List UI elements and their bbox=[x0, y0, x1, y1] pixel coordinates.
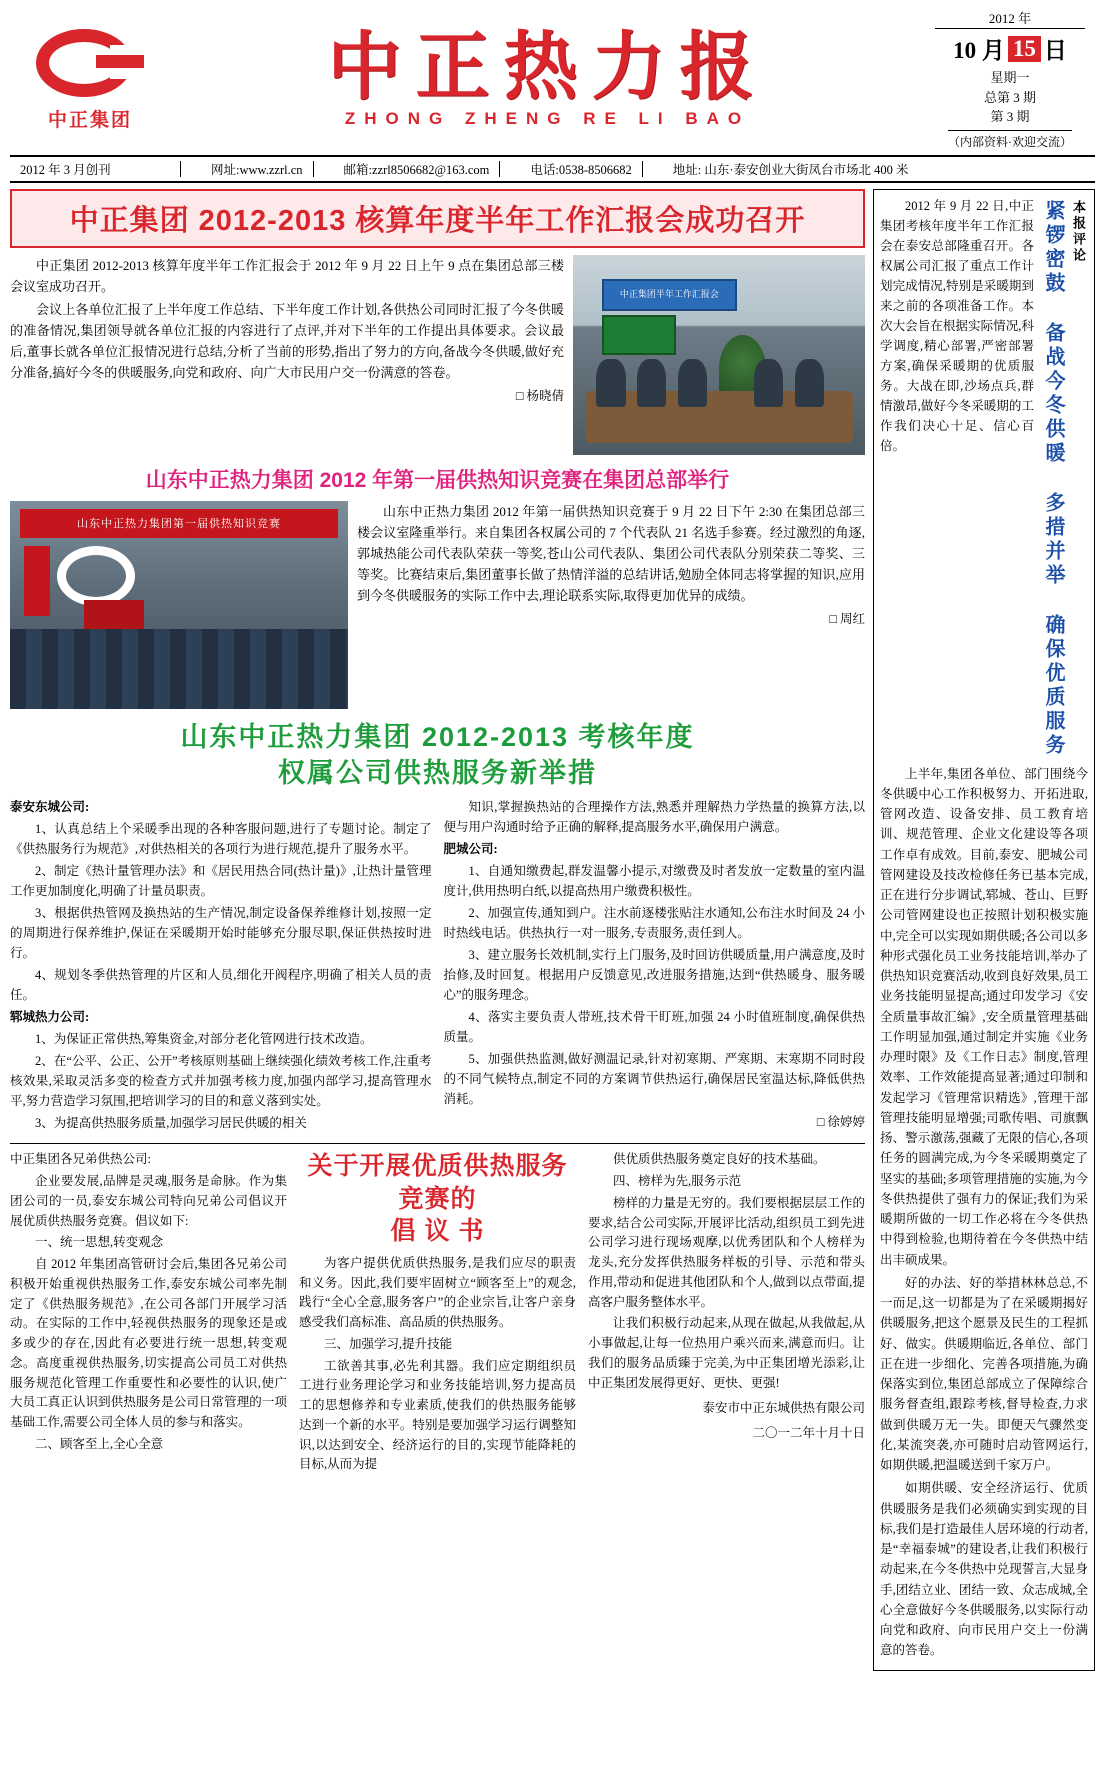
article4-headline bbox=[299, 1150, 576, 1248]
issue-year: 2012 年 bbox=[935, 8, 1085, 29]
article2-photo bbox=[10, 501, 348, 709]
article3-para: 3、为提高供热服务质量,加强学习居民供暖的相关 bbox=[35, 1116, 307, 1131]
article3-para: 4、落实主要负责人带班,技术骨干盯班,加强 24 小时值班制度,确保供热质量。 bbox=[443, 1010, 865, 1045]
email[interactable]: 邮箱:zzrl8506682@163.com bbox=[343, 162, 490, 177]
section-divider bbox=[10, 1143, 865, 1144]
article2-body bbox=[357, 501, 865, 709]
article3-headline-line2: 权属公司供热服务新举措 bbox=[278, 757, 597, 788]
editorial-body bbox=[880, 764, 1088, 1661]
issue-note: （内部资料·欢迎交流） bbox=[948, 130, 1072, 150]
article3-para: 2、加强宣传,通知到户。注水前逐楼张贴注水通知,公布注水时间及 24 小时热线电话。供热执行一对一服务,专责服务,责任到人。 bbox=[443, 906, 865, 941]
contest-photo bbox=[10, 501, 348, 709]
article4-sub: 三、加强学习,提升技能 bbox=[324, 1336, 453, 1351]
article2-p1: 山东中正热力集团 2012 年第一届供热知识竞赛于 9 月 22 日下午 2:30 在集团总部三楼会议室隆重举行。来自集团各权属公司的 7 个代表队 21 名选手参赛。经过激烈的角逐,郭城热能公司代表队荣获一等奖,苍山公司代表队、集团公司代表队分别荣获二等奖、三等奖。比赛结束后,集团董事长做了热情洋溢的总结讲话,勉励全体同志将掌握的知识,应用到今冬供暖服务的实际工作中去,理论联系实际,取得更加优异的成绩。 bbox=[357, 503, 865, 603]
issue-info bbox=[925, 8, 1095, 150]
article1-p2: 会议上各单位汇报了上半年度工作总结、下半年度工作计划,各供热公司同时汇报了今冬供暖的准备情况,集团领导就各单位汇报的内容进行了点评,并对下半年的工作提出具体要求。会议最后,董事长就各单位汇报情况进行总结,分析了当前的形势,指出了努力的方向,备战今冬供暖,做好充分准备,搞好今冬的供暖服务,向党和政府、向广大市民用户交一份满意的答卷。 bbox=[10, 301, 564, 380]
article3-para: 4、规划冬季供热管理的片区和人员,细化开阀程序,明确了相关人员的责任。 bbox=[10, 968, 432, 1003]
editorial-para: 好的办法、好的举措林林总总,不一而足,这一切都是为了在采暖期揭好供暖服务,把这个愿景及民生的工程抓好、做实。供暖期临近,各单位、部门正在进一步细化、完善各项措施,为确保落实到位,集团总部成立了保障综合服务督查组,跟踪考核,督导检查,力求做到供暖万无一失。即便天气骤然变化,某流突袭,亦可随时启动管网运行,如期供暖,把温暖送到千家万户。 bbox=[880, 1275, 1088, 1472]
founded-date: 2012 年 3 月创刊 bbox=[20, 162, 111, 177]
article3-para: 知识,掌握换热站的合理操作方法,熟悉并理解热力学热量的换算方法,以便与用户沟通时给予正确的解释,提高服务水平,确保用户满意。 bbox=[443, 800, 865, 835]
article3-para: 5、加强供热监测,做好测温记录,针对初寒期、严寒期、末寒期不同时段的不同气候特点,制定不同的方案调节供热运行,确保居民室温达标,降低供热消耗。 bbox=[443, 1052, 865, 1107]
phone: 电话:0538-8506682 bbox=[530, 162, 632, 177]
article4-sub: 一、统一思想,转变观念 bbox=[35, 1235, 164, 1250]
article4-para: 为客户提供优质供热服务,是我们应尽的职责和义务。因此,我们要牢固树立“顾客至上”的观念,践行“全心全意,服务客户”的企业宗旨,让客户亲身感受我们高标准、高品质的供热服务。 bbox=[299, 1255, 576, 1330]
company-logo-icon bbox=[30, 25, 150, 103]
article4-para: 榜样的力量是无穷的。我们要根据层层工作的要求,结合公司实际,开展评比活动,组织员工到先进公司学习进行现场观摩,以优秀团队和个人榜样为龙头,充分发挥供热服务样板的引导、示范和带头作用,带动和促进其他团队和个人,做到以点带面,提高客户服务整体水平。 bbox=[588, 1195, 865, 1309]
article3-sub-1: 泰安东城公司: bbox=[10, 800, 90, 815]
article4-col3 bbox=[588, 1150, 865, 1477]
article3-para: 2、制定《热计量管理办法》和《居民用热合同(热计量)》,让热计量管理工作更加制度化,明确了计量员职责。 bbox=[10, 864, 432, 899]
photo-banner-text: 中正集团半年工作汇报会 bbox=[602, 279, 736, 311]
article3-sub-3: 肥城公司: bbox=[443, 842, 498, 857]
issue-day: 15 bbox=[1008, 36, 1041, 62]
info-bar bbox=[10, 155, 1095, 183]
article3 bbox=[10, 797, 865, 1135]
editorial-para: 如期供暖、安全经济运行、优质供暖服务是我们必须确实到实现的目标,我们是打造最佳人居环境的行动者,是“幸福泰城”的建设者,让我们积极行动起来,在今冬供热中兑现誓言,大显身手,团结立业、团结一致、众志成城,全心全意做好今冬供暖服务,以实际行动向党和政府、向市民用户交上一份满意的答卷。 bbox=[880, 1481, 1088, 1658]
article4-para: 让我们积极行动起来,从现在做起,从我做起,从小事做起,让每一位热用户乘兴而来,满意而归。让我们的服务品质臻于完美,为中正集团增光添彩,让中正集团发展得更好、更快、更强! bbox=[588, 1316, 865, 1390]
article3-headline bbox=[10, 719, 865, 792]
article4-para: 工欲善其事,必先利其器。我们应定期组织员工进行业务理论学习和业务技能培训,努力提高员工的思想修养和专业素质,使我们的供热服务能够达到一个新的水平。特别是要加强学习运行调整知识,以达到安全、经济运行的目的,实现节能降耗的目标,从而为提 bbox=[299, 1358, 576, 1472]
article3-para: 3、建立服务长效机制,实行上门服务,及时回访供暖质量,用户满意度,及时抬修,及时回复。根据用户反馈意见,改进服务措施,达到“供热暖身、服务暖心”的服务理念。 bbox=[443, 948, 865, 1003]
contest-banner-text: 山东中正热力集团第一届供热知识竞赛 bbox=[20, 509, 338, 538]
article4-sub: 四、榜样为先,服务示范 bbox=[613, 1174, 742, 1189]
article2-byline: □ 周红 bbox=[829, 611, 865, 626]
main-column bbox=[10, 189, 865, 1671]
article3-para: 1、自通知缴费起,群发温馨小提示,对缴费及时者发放一定数量的室内温度计,供用热明白纸,以提高热用户缴费积极性。 bbox=[443, 864, 865, 899]
article2 bbox=[10, 501, 865, 709]
article4 bbox=[10, 1150, 865, 1477]
paper-title-pinyin: ZHONG ZHENG RE LI BAO bbox=[344, 108, 751, 128]
article2-headline-text: 山东中正热力集团 2012 年第一届供热知识竞赛在集团总部举行 bbox=[145, 468, 730, 492]
article4-col2 bbox=[299, 1150, 576, 1477]
editorial-column bbox=[873, 189, 1095, 1671]
article3-col2 bbox=[444, 797, 866, 1135]
article2-headline bbox=[10, 464, 865, 494]
article1-photo bbox=[573, 255, 865, 455]
article4-headline-line1: 关于开展优质供热服务竞赛的 bbox=[307, 1152, 568, 1213]
website[interactable]: 网址:www.zzrl.cn bbox=[211, 162, 303, 177]
editorial-title: 紧锣密鼓 备战今冬供暖 多措并举 确保优质服务 bbox=[1042, 199, 1064, 758]
editorial-top bbox=[880, 196, 1088, 764]
issue-month: 10 月 bbox=[953, 38, 1005, 63]
article3-byline: □ 徐婷婷 bbox=[816, 1115, 865, 1130]
article3-headline-line1: 山东中正热力集团 2012-2013 考核年度 bbox=[180, 721, 695, 752]
article3-col1 bbox=[10, 797, 432, 1135]
article4-sign2: 二〇一二年十月十日 bbox=[752, 1426, 865, 1441]
article4-para: 企业要发展,品牌是灵魂,服务是命脉。作为集团公司的一员,泰安东城公司特向兄弟公司倡议开展优质供热服务竞赛。倡议如下: bbox=[10, 1174, 287, 1228]
logo bbox=[10, 8, 170, 150]
article4-para: 供优质供热服务奠定良好的技术基础。 bbox=[613, 1152, 826, 1167]
article1-headline bbox=[10, 189, 865, 248]
article1-byline: □ 杨晓倩 bbox=[515, 388, 564, 403]
article4-col1 bbox=[10, 1150, 287, 1477]
article4-headline-line2: 倡 议 书 bbox=[390, 1217, 485, 1246]
paper-title-cn: 中正热力报 bbox=[327, 23, 768, 110]
issue-day-unit: 日 bbox=[1043, 38, 1067, 63]
editorial-vertical-heads bbox=[1040, 200, 1088, 758]
issue-date bbox=[953, 32, 1067, 65]
article3-sub-2: 郓城热力公司: bbox=[10, 1010, 90, 1025]
article3-para: 1、认真总结上个采暖季出现的各种客服问题,进行了专题讨论。制定了《供热服务行为规范》,对供热相关的各项行为进行规范,提升了服务水平。 bbox=[10, 822, 432, 857]
article4-lead: 中正集团各兄弟供热公司: bbox=[10, 1152, 151, 1167]
page-body bbox=[10, 189, 1095, 1671]
meeting-photo bbox=[573, 255, 865, 455]
editorial-intro-para: 2012 年 9 月 22 日,中正集团考核年度半年工作汇报会在泰安总部隆重召开。各权属公司汇报了重点工作计划完成情况,特别是采暖期到来之前的各项准备工作。本次大会旨在根据实际情况,科学调度,精心部署,严密部署方案,确保采暖期的优质服务。大战在即,沙场点兵,群情激昂,做好今冬采暖期的工作我们决心十足、信心百倍。 bbox=[880, 198, 1034, 453]
article1-p1: 中正集团 2012-2013 核算年度半年工作汇报会于 2012 年 9 月 22 日上午 9 点在集团总部三楼会议室成功召开。 bbox=[10, 257, 564, 294]
editorial-label: 本报评论 bbox=[1071, 199, 1086, 264]
masthead bbox=[10, 8, 1095, 152]
article3-para: 3、根据供热管网及换热站的生产情况,制定设备保养维修计划,按照一定的周期进行保养维护,保证在采暖期开始时能够充分服尽职,保证供热按时进行。 bbox=[10, 906, 432, 961]
article4-sub: 二、顾客至上,全心全意 bbox=[35, 1436, 164, 1451]
article3-para: 2、在“公平、公正、公开”考核原则基础上继续强化绩效考核工作,注重考核效果,采取灵活多变的检查方式并加强考核力度,加强内部学习,提高管理水平,努力营造学习氛围,把培训学习的目的和意义落到实处。 bbox=[10, 1054, 432, 1109]
logo-text: 中正集团 bbox=[47, 110, 132, 132]
article4-sign1: 泰安市中正东城供热有限公司 bbox=[702, 1401, 865, 1416]
address: 地址: 山东·泰安创业大街凤台市场北 400 米 bbox=[672, 162, 909, 177]
editorial-para: 上半年,集团各单位、部门围绕今冬供暖中心工作积极努力、开拓进取,管网改造、设备安排、员工教育培训、规范管理、企业文化建设等各项工作卓有成效。目前,泰安、肥城公司管网建设及技改检修任务已基本完成,正在进行分步调试,郓城、苍山、巨野公司管网建设也正按照计划积极实施中,完全可以实现如期供暖;各公司以多种形式强化员工业务技能培训,举办了供热知识竞赛活动,收到良好效果,员工业务技能明显提高;通过印发学习《安全质量事故汇编》,安全质量管理基础工作明显加强,通过制定并实施《业务办理时限》及《工作日志》制度,管理效率、工作效能提高显著;通过印制和发起学习《管理常识精选》,管理干部管理技能明显增强;司歌传唱、司旗飘扬、警示激荡,强藏了无限的信心,各项任务的圆满完成,为今冬采暖期奠定了坚实的基础;多项管理措施的实施,为今冬供热提供了强有力的保证;我们为采暖期所做的一切工作必将在今冬供热中得到检验,也期待着在今冬供热中结出丰硕成果。 bbox=[880, 766, 1088, 1267]
issue-weekday: 星期一 bbox=[990, 70, 1030, 85]
issue-total: 总第 3 期 bbox=[983, 89, 1036, 105]
article3-para: 1、为保证正常供热,筹集资金,对部分老化管网进行技术改造。 bbox=[35, 1032, 373, 1047]
article4-para: 自 2012 年集团高管研讨会后,集团各兄弟公司积极开始重视供热服务工作,泰安东城公司率先制定了《供热服务规范》,在公司各部门开展学习活动。在实际的工作中,轻视供热服务的现象还是或多或少的存在,因此有必要进行统一思想,转变观念。高度重视供热服务,切实提高公司员工对供热服务规范化管理工作重要性和必要性的认识,使广大员工真正认识到供热服务是公司日常管理的一项基础工作,需要公司全体人员的参与和落实。 bbox=[10, 1257, 287, 1430]
article1 bbox=[10, 255, 865, 455]
paper-title bbox=[170, 8, 925, 150]
issue-number: 第 3 期 bbox=[990, 109, 1030, 124]
article1-headline-text: 中正集团 2012-2013 核算年度半年工作汇报会成功召开 bbox=[69, 204, 806, 237]
editorial-intro bbox=[880, 196, 1034, 764]
article1-body bbox=[10, 255, 564, 455]
